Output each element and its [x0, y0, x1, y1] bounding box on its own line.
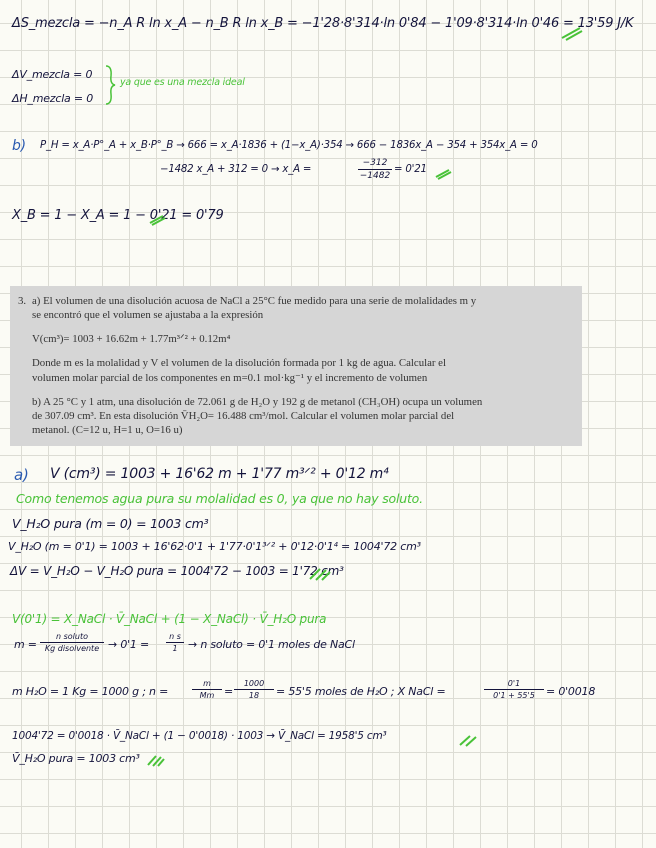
pure-water-volume: V_H₂O pura (m = 0) = 1003 cm³	[12, 516, 209, 531]
xa-result: = 0'21	[394, 164, 427, 175]
water-moles-and-xnacl: = 55'5 moles de H₂O ; X NaCl =	[276, 685, 446, 698]
problem-formula: V(cm³)= 1003 + 16.62m + 1.77m³ᐟ² + 0.12m⁴	[32, 333, 231, 345]
solute-fraction: n s 1	[166, 632, 184, 653]
check-mark-icon	[434, 168, 452, 180]
check-mark-icon	[308, 566, 332, 582]
delta-h-mix: ΔH_mezcla = 0	[12, 92, 94, 105]
xa-solve: −1482 x_A + 312 = 0 → x_A =	[160, 164, 312, 175]
moles-fraction: m Mm	[192, 679, 222, 700]
problem-b-line3: metanol. (C=12 u, H=1 u, O=16 u)	[32, 424, 183, 436]
raoult-equation: P_H = x_A·P°_A + x_B·P°_B → 666 = x_A·1836 + (1−x_A)·354 → 666 − 1836x_A − 354 + 354x_A = 0	[40, 140, 538, 151]
moles-solute: → n soluto = 0'1 moles de NaCl	[188, 638, 355, 651]
xa-fraction: −312 −1482	[359, 158, 391, 181]
problem-statement-box	[10, 286, 582, 446]
problem-b-line2: de 307.09 cm³. En esta disolución V̄H₂O= 16.488 cm³/mol. Calcular el volumen molar parcial del	[32, 410, 455, 422]
brace-icon	[104, 64, 116, 106]
mole-fraction-result: = 0'0018	[546, 685, 596, 698]
molality-fraction: n soluto Kg disolvente	[40, 632, 104, 653]
ideal-mixture-note: ya que es una mezcla ideal	[120, 77, 245, 88]
check-mark-icon	[458, 734, 480, 748]
problem-where-line1: Donde m es la molalidad y V el volumen de la disolución formada por 1 kg de agua. Calcular el	[32, 357, 446, 369]
check-mark-icon	[148, 214, 166, 226]
problem-a-line1: a) El volumen de una disolución acuosa de NaCl a 25°C fue medido para una serie de molalidades m y	[32, 295, 477, 307]
water-partial-volume: V̄_H₂O pura = 1003 cm³	[12, 752, 140, 765]
water-moles-fraction: 1000 18	[234, 679, 274, 700]
molality-substitution: → 0'1 =	[108, 638, 150, 651]
check-mark-icon	[560, 26, 584, 42]
solution-volume-expression: V (cm³) = 1003 + 16'62 m + 1'77 m³ᐟ² + 0'12 m⁴	[50, 466, 389, 482]
solution-a-label: a)	[14, 466, 29, 484]
water-mass: m H₂O = 1 Kg = 1000 g ; n =	[12, 685, 169, 698]
moles-equals: =	[224, 685, 234, 698]
entropy-equation: ΔS_mezcla = −n_A R ln x_A − n_B R ln x_B = −1'28·8'314·ln 0'84 − 1'09·8'314·ln 0'46 = 13'59 J/K	[12, 16, 634, 31]
problem-b-line1: b) A 25 °C y 1 atm, una disolución de 72.061 g de H₂O y 192 g de metanol (CH₃OH) ocupa un volumen	[32, 396, 483, 408]
xb-equation: X_B = 1 − X_A = 1 − 0'21 = 0'79	[12, 208, 224, 223]
problem-a-line2: se encontró que el volumen se ajustaba a la expresión	[32, 309, 264, 321]
partial-molar-equation: V(0'1) = X_NaCl · V̄_NaCl + (1 − X_NaCl) · V̄_H₂O pura	[12, 612, 327, 626]
check-mark-icon	[146, 754, 166, 768]
delta-v-mix: ΔV_mezcla = 0	[12, 68, 93, 81]
problem-number: 3.	[18, 295, 27, 307]
part-b-label: b)	[12, 138, 26, 154]
water-volume-m01: V_H₂O (m = 0'1) = 1003 + 16'62·0'1 + 1'77·0'1³ᐟ² + 0'12·0'1⁴ = 1004'72 cm³	[8, 540, 421, 553]
problem-where-line2: volumen molar parcial de los componentes en m=0.1 mol·kg⁻¹ y el incremento de volumen	[32, 372, 428, 384]
delta-v-result: ΔV = V_H₂O − V_H₂O pura = 1004'72 − 1003 = 1'72 cm³	[10, 564, 344, 578]
mole-fraction: 0'1 0'1 + 55'5	[484, 679, 544, 700]
molality-definition: m =	[14, 638, 37, 651]
nacl-partial-volume: 1004'72 = 0'0018 · V̄_NaCl + (1 − 0'0018) · 1003 → V̄_NaCl = 1958'5 cm³	[12, 730, 387, 742]
pure-water-note: Como tenemos agua pura su molalidad es 0, ya que no hay soluto.	[16, 491, 423, 506]
